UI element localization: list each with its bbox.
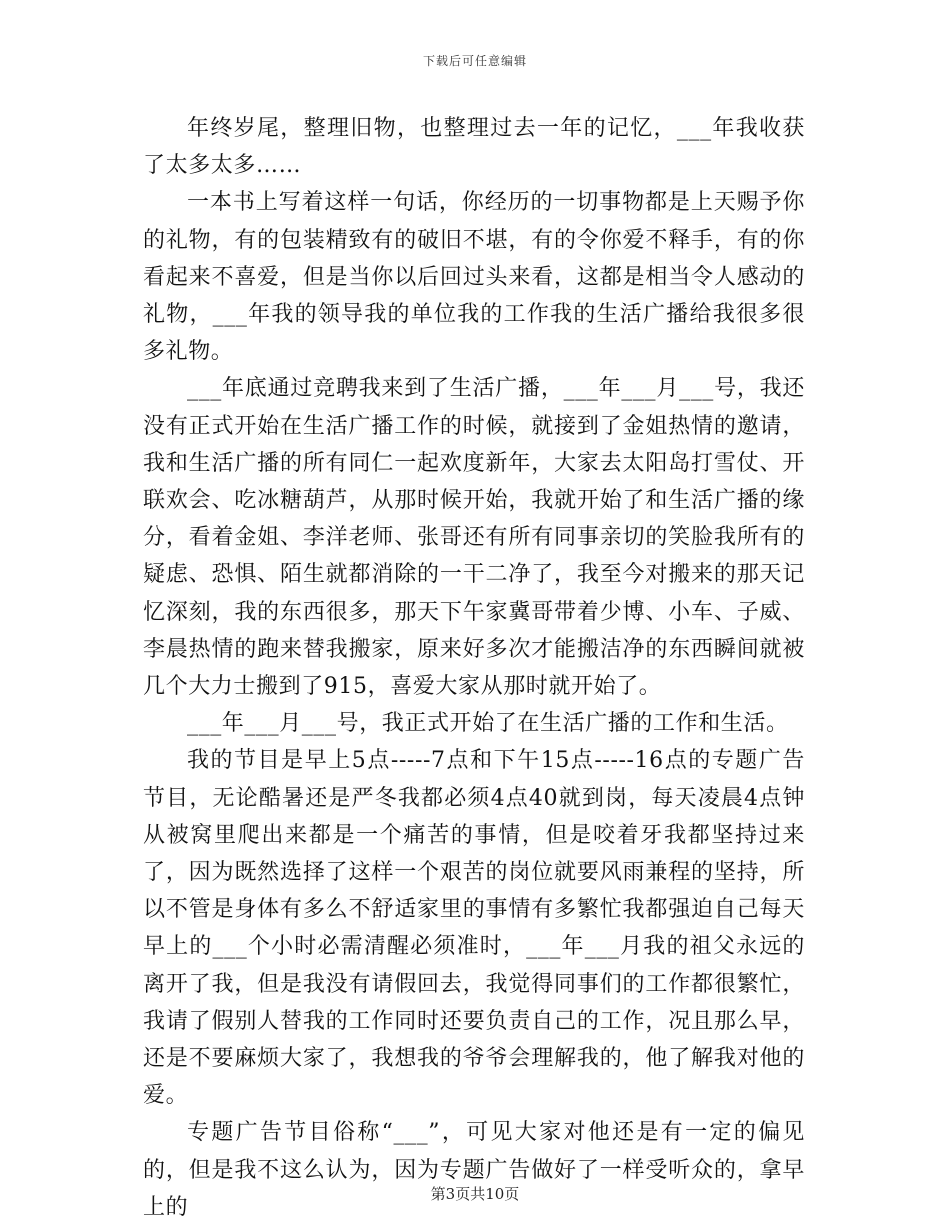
document-body: [143, 110, 805, 1226]
paragraph-6: 专题广告节目俗称“___”，可见大家对他还是有一定的偏见的，但是我不这么认为，因为专题广告做好了一样受听众的，拿早上的: [143, 1120, 805, 1220]
paragraph-1: 年终岁尾，整理旧物，也整理过去一年的记忆，___年我收获了太多太多……: [143, 116, 805, 179]
paragraph-3: ___年底通过竞聘我来到了生活广播，___年___月___号，我还没有正式开始在生活广播工作的时候，就接到了金姐热情的邀请，我和生活广播的所有同仁一起欢度新年，大家去太阳岛打雪仗、开联欢会、吃冰糖葫芦，从那时候开始，我就开始了和生活广播的缘分，看着金姐、李洋老师、张哥还有所有同事亲切的笑脸我所有的疑虑、恐惧、陌生就都消除的一干二净了，我至今对搬来的那天记忆深刻，我的东西很多，那天下午家冀哥带着少博、小车、子威、李晨热情的跑来替我搬家，原来好多次才能搬洁净的东西瞬间就被几个大力士搬到了915，喜爱大家从那时就开始了。: [143, 376, 805, 700]
page-number-footer: 第3页共10页: [430, 1185, 520, 1203]
paragraph-5: 我的节目是早上5点-----7点和下午15点-----16点的专题广告节目，无论酷暑还是严冬我都必须4点40就到岗，每天凌晨4点钟从被窝里爬出来都是一个痛苦的事情，但是咬着牙我都坚持过来了，因为既然选择了这样一个艰苦的岗位就要风雨兼程的坚持，所以不管是身体有多么不舒适家里的事情有多繁忙我都强迫自己每天早上的___个小时必需清醒必须准时，___年___月我的祖父永远的离开了我，但是我没有请假回去，我觉得同事们的工作都很繁忙，我请了假别人替我的工作同时还要负责自己的工作，况且那么早，还是不要麻烦大家了，我想我的爷爷会理解我的，他了解我对他的爱。: [143, 748, 805, 1109]
paragraph-2: 一本书上写着这样一句话，你经历的一切事物都是上天赐予你的礼物，有的包装精致有的破旧不堪，有的令你爱不释手，有的你看起来不喜爱，但是当你以后回过头来看，这都是相当令人感动的礼物，___年我的领导我的单位我的工作我的生活广播给我很多很多礼物。: [143, 190, 805, 365]
page-header-note: 下载后可任意编辑: [422, 54, 527, 68]
paragraph-4: ___年___月___号，我正式开始了在生活广播的工作和生活。: [187, 711, 789, 737]
